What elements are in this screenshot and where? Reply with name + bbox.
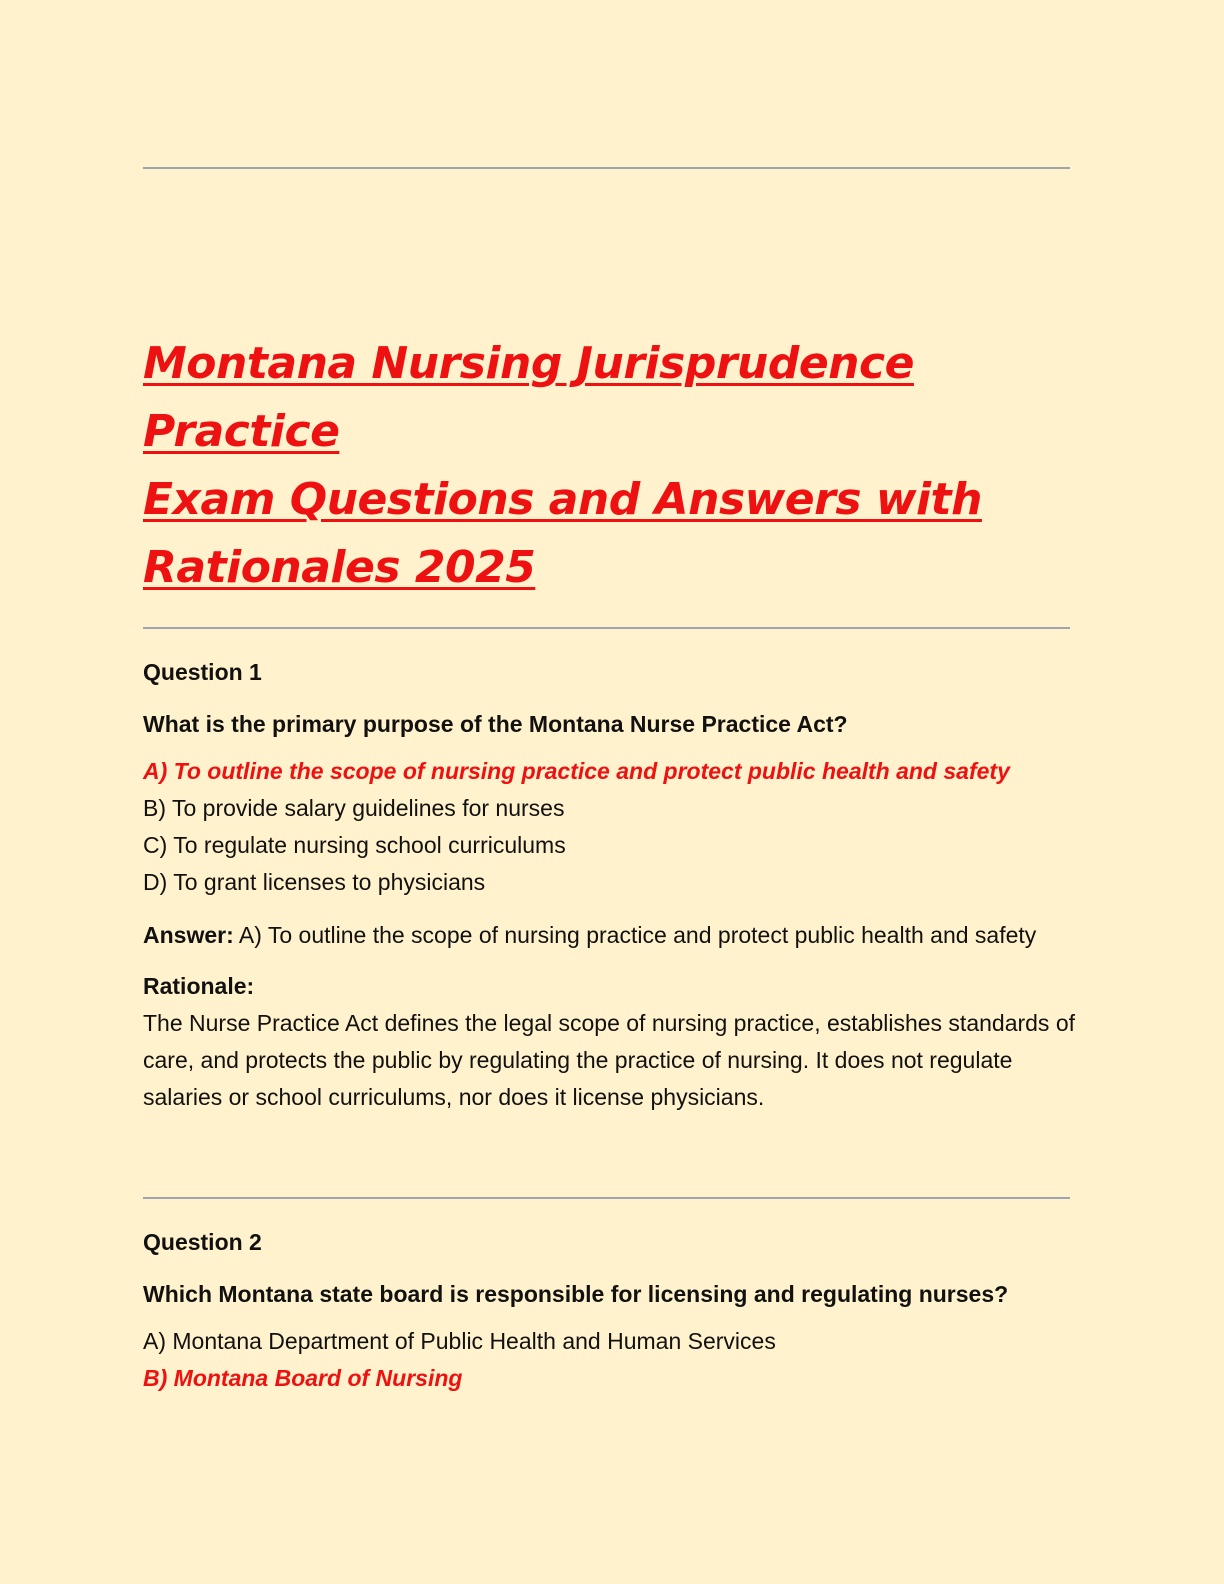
question-1-block (143, 657, 1083, 1116)
title-line-3: Rationales 2025 (143, 542, 536, 593)
top-divider (143, 167, 1070, 169)
question-1-option-d: D) To grant licenses to physicians (143, 869, 486, 895)
question-1-options (143, 753, 1083, 901)
question-1-answer (143, 917, 1083, 954)
question-2-options (143, 1323, 1083, 1397)
title-divider (143, 627, 1070, 629)
question-1-rationale-label: Rationale: (143, 973, 255, 999)
question-1-option-b: B) To provide salary guidelines for nurses (143, 795, 565, 821)
question-1-heading: Question 1 (143, 659, 262, 685)
question-2-prompt: Which Montana state board is responsible for licensing and regulating nurses? (143, 1281, 1009, 1307)
title-line-1: Montana Nursing Jurisprudence Practice (143, 338, 914, 457)
question-1-prompt: What is the primary purpose of the Montana Nurse Practice Act? (143, 711, 848, 737)
question-2-heading: Question 2 (143, 1229, 262, 1255)
answer-text: A) To outline the scope of nursing practice and protect public health and safety (233, 922, 1037, 948)
question-1-rationale-text: The Nurse Practice Act defines the legal scope of nursing practice, establishes standards of care, and protects the public by regulating the practice of nursing. It does not regulate salaries or school curriculums, nor does it license physicians. (143, 1010, 1076, 1110)
answer-label: Answer: (143, 922, 234, 948)
question-1-option-a-correct: A) To outline the scope of nursing practice and protect public health and safety (143, 758, 1010, 784)
document-title (143, 330, 1083, 602)
question-2-block (143, 1227, 1083, 1397)
title-line-2: Exam Questions and Answers with (143, 474, 982, 525)
question-2-option-b-correct: B) Montana Board of Nursing (143, 1365, 463, 1391)
question-2-option-a: A) Montana Department of Public Health and Human Services (143, 1328, 776, 1354)
question-divider (143, 1197, 1070, 1199)
question-1-option-c: C) To regulate nursing school curriculums (143, 832, 566, 858)
